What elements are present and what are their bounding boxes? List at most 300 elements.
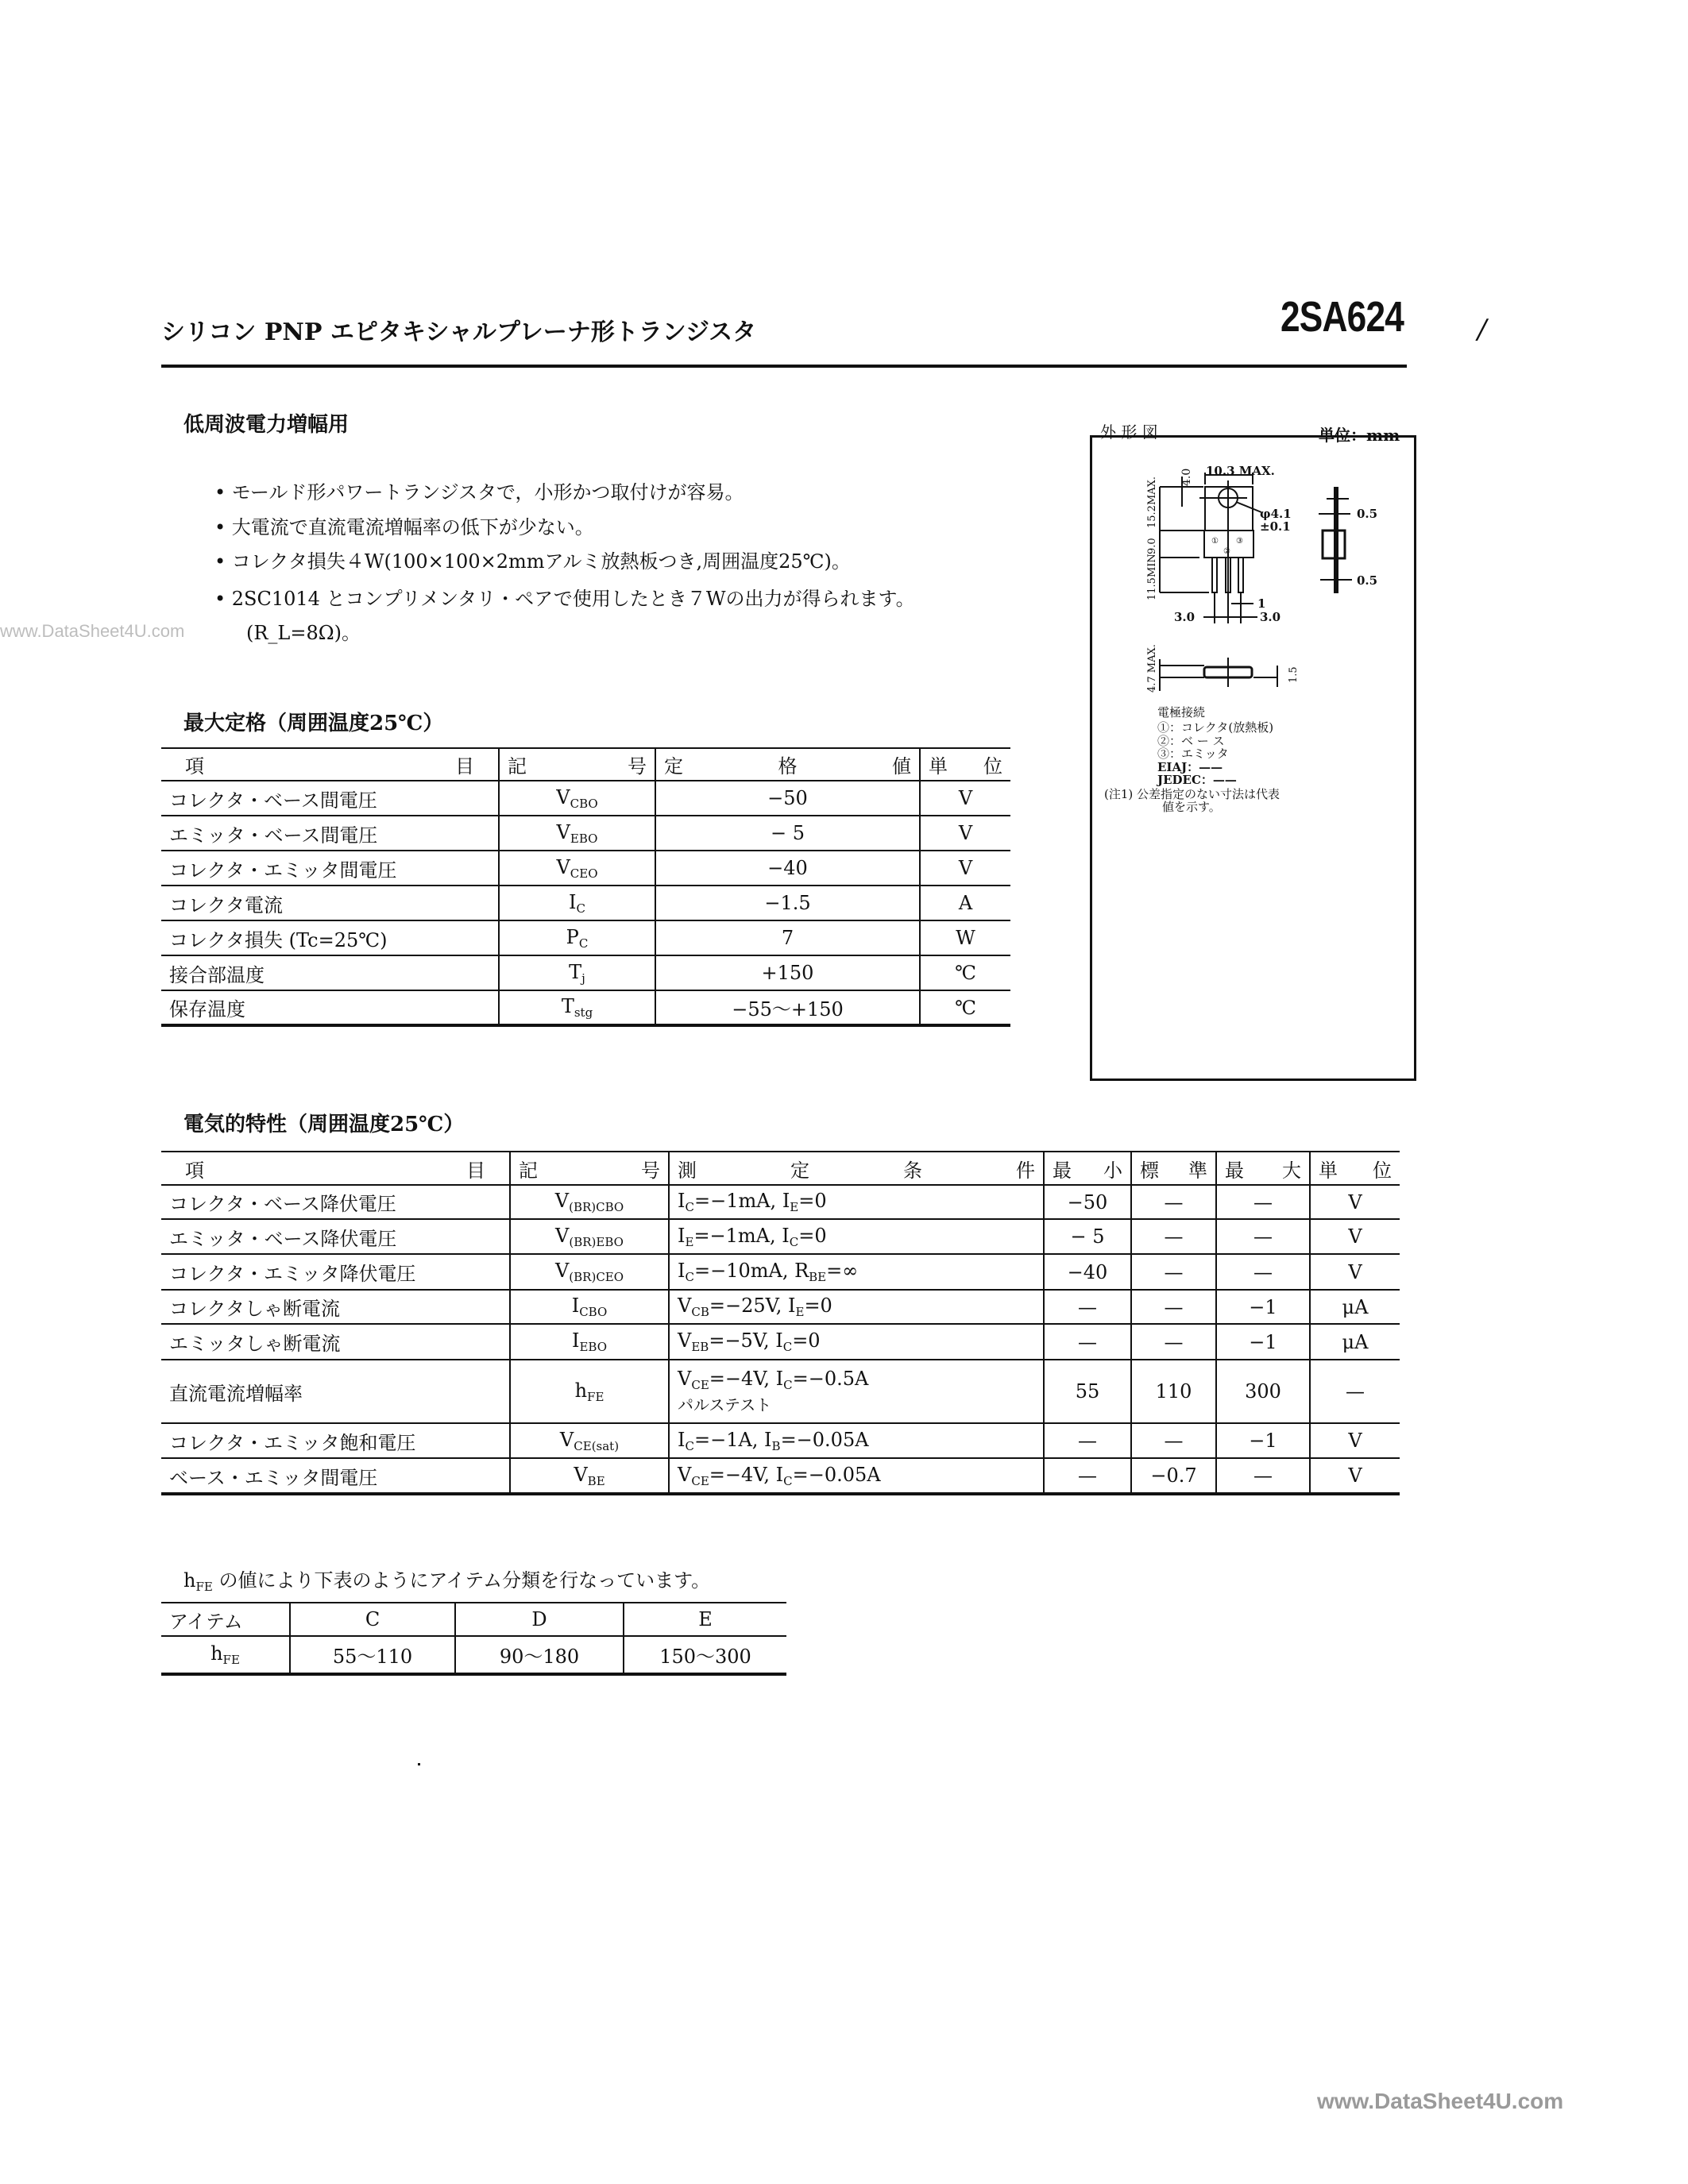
- header-char: 目: [455, 755, 474, 778]
- watermark-footer: www.DataSheet4U.com: [1317, 2089, 1564, 2113]
- unit-cell: W: [920, 920, 1010, 955]
- condition-symbol: R: [794, 1260, 809, 1282]
- condition-symbol: I: [678, 1428, 686, 1451]
- legend-line: ②：ベ ー ス: [1157, 734, 1225, 748]
- item-cell: コレクタ・エミッタ降伏電圧: [161, 1254, 510, 1290]
- header-label: [508, 751, 647, 778]
- header-label: [1319, 1155, 1392, 1183]
- condition-subscript: CE: [691, 1378, 709, 1392]
- symbol-cell: [499, 990, 655, 1025]
- condition-value: =−10mA,: [693, 1260, 795, 1282]
- unit-cell: ℃: [920, 990, 1010, 1025]
- header-label: [1225, 1155, 1301, 1183]
- table-row: [161, 886, 1010, 920]
- table-row: [161, 955, 1010, 990]
- document-title: シリコン PNP エピタキシャルプレーナ形トランジスタ: [161, 318, 757, 346]
- header-label: [678, 1155, 1035, 1183]
- condition-value: =−25V,: [709, 1295, 788, 1317]
- symbol-subscript: (BR)CEO: [569, 1270, 624, 1284]
- condition-text: [678, 1429, 1035, 1453]
- condition-symbol: V: [678, 1368, 692, 1390]
- table-row: [161, 851, 1010, 886]
- table-row: [161, 1219, 1400, 1254]
- condition-symbol: I: [782, 1224, 790, 1247]
- table-row: [161, 781, 1010, 816]
- condition-subscript: EB: [691, 1340, 709, 1354]
- header-cell: [499, 748, 655, 781]
- condition-subscript: C: [783, 1378, 793, 1392]
- header-cell: [1044, 1152, 1131, 1185]
- condition-note: パルステスト: [678, 1395, 772, 1414]
- header-rule: [161, 365, 1407, 368]
- typ-cell: 110: [1131, 1360, 1216, 1423]
- symbol-main: T: [569, 960, 582, 983]
- condition-subscript: C: [685, 1438, 694, 1453]
- symbol-subscript: BE: [587, 1473, 605, 1488]
- max-cell: —: [1216, 1185, 1310, 1219]
- header-char: 項: [185, 1159, 204, 1182]
- unit-cell: ℃: [920, 955, 1010, 990]
- symbol-cell: [510, 1254, 669, 1290]
- application-heading: 低周波電力増幅用: [183, 413, 350, 437]
- feature-item: (R_L=8Ω)。: [246, 622, 361, 644]
- legend-line: ①：コレクタ(放熱板): [1157, 720, 1274, 735]
- pin-3-label: ③: [1236, 537, 1243, 546]
- item-cell: エミッタ・ベース間電圧: [161, 816, 499, 851]
- header-char: 定: [790, 1159, 809, 1182]
- dim-pitch-left: 3.0: [1174, 610, 1196, 624]
- page-mark: /: [1477, 314, 1487, 345]
- condition-symbol: I: [782, 1190, 790, 1212]
- header-char: 最: [1225, 1159, 1244, 1182]
- symbol-cell: [499, 955, 655, 990]
- electrical-characteristics-table: [161, 1151, 1400, 1495]
- item-cell: コレクタ・エミッタ間電圧: [161, 851, 499, 886]
- hfe-note-text: の値により下表のようにアイテム分類を行なっています。: [218, 1569, 711, 1592]
- typ-cell: —: [1131, 1219, 1216, 1254]
- header-char: 号: [628, 755, 647, 778]
- symbol-main: V: [574, 1463, 588, 1486]
- dim-lead-t2: 0.5: [1357, 573, 1378, 588]
- table-row: [161, 1360, 1400, 1423]
- part-number: 2SA624: [1280, 293, 1404, 341]
- item-cell: エミッタしゃ断電流: [161, 1324, 510, 1360]
- symbol-subscript: (BR)CBO: [569, 1200, 624, 1214]
- condition-symbol: V: [678, 1463, 692, 1486]
- item-cell: エミッタ・ベース降伏電圧: [161, 1219, 510, 1254]
- symbol-cell: [510, 1458, 669, 1494]
- symbol: [555, 1190, 624, 1212]
- condition-value: =0: [798, 1190, 827, 1212]
- min-cell: − 5: [1044, 1219, 1131, 1254]
- symbol: [561, 995, 593, 1020]
- outline-note: 値を示す。: [1162, 800, 1221, 814]
- symbol-main: V: [554, 1190, 570, 1212]
- table-header-row: [161, 748, 1010, 781]
- symbol-main: h: [574, 1379, 588, 1402]
- dim-depth: 4.7 MAX.: [1146, 644, 1158, 693]
- min-cell: —: [1044, 1290, 1131, 1324]
- dim-lead-w: 1: [1257, 596, 1266, 611]
- dim-width: 10.3 MAX.: [1206, 464, 1275, 478]
- max-cell: —: [1216, 1254, 1310, 1290]
- symbol-main: I: [569, 890, 577, 913]
- symbol: [569, 890, 585, 916]
- symbol: [555, 1260, 624, 1282]
- symbol-subscript: C: [578, 936, 589, 951]
- symbol: [211, 1642, 240, 1665]
- condition-subscript: E: [795, 1305, 805, 1319]
- unit-cell: V: [1310, 1254, 1400, 1290]
- symbol: [556, 785, 598, 811]
- condition-symbol: I: [775, 1368, 784, 1390]
- condition-symbol: I: [788, 1295, 796, 1317]
- header-char: 大: [1282, 1159, 1301, 1182]
- header-label: [929, 751, 1002, 778]
- typ-cell: —: [1131, 1324, 1216, 1360]
- condition-subscript: C: [783, 1473, 793, 1488]
- symbol: [560, 1429, 619, 1451]
- header-cell: [1131, 1152, 1216, 1185]
- legend-line: 電極接続: [1157, 705, 1206, 720]
- value-cell: − 5: [655, 816, 920, 851]
- condition-cell: [669, 1458, 1044, 1494]
- symbol-main: I: [571, 1329, 580, 1352]
- header-char: 最: [1053, 1159, 1072, 1182]
- hfe-classification-table: [161, 1602, 786, 1676]
- header-label: [664, 751, 911, 778]
- header-char: 記: [508, 755, 527, 778]
- condition-cell: [669, 1290, 1044, 1324]
- symbol: [555, 1225, 624, 1247]
- symbol-cell: [510, 1219, 669, 1254]
- symbol-subscript: FE: [222, 1653, 240, 1667]
- outline-unit: 単位：mm: [1319, 426, 1400, 445]
- condition-subscript: E: [790, 1200, 799, 1214]
- symbol-cell: [499, 920, 655, 955]
- class-header-cell: アイテム: [161, 1603, 290, 1636]
- condition-cell: [669, 1185, 1044, 1219]
- symbol-cell: [510, 1324, 669, 1360]
- header-label: [169, 1155, 501, 1183]
- watermark-left: www.DataSheet4U.com: [0, 621, 185, 641]
- legend-line: ③：エミッタ: [1157, 747, 1229, 761]
- symbol-main: V: [556, 785, 570, 808]
- condition-text: [678, 1260, 1035, 1284]
- condition-subscript: B: [771, 1438, 781, 1453]
- header-cell: [920, 748, 1010, 781]
- condition-text: [678, 1464, 1035, 1488]
- symbol-main: T: [561, 995, 574, 1017]
- item-cell: ベース・エミッタ間電圧: [161, 1458, 510, 1494]
- symbol: [575, 1379, 605, 1402]
- header-char: 単: [929, 755, 948, 778]
- symbol-subscript: EBO: [579, 1340, 608, 1354]
- symbol-subscript: FE: [587, 1389, 605, 1404]
- item-cell: コレクタ・ベース降伏電圧: [161, 1185, 510, 1219]
- table-row: [161, 1324, 1400, 1360]
- symbol-cell: [499, 851, 655, 886]
- unit-cell: V: [1310, 1458, 1400, 1494]
- dim-hole-tol: ±0.1: [1260, 519, 1291, 534]
- header-label: [1140, 1155, 1207, 1183]
- symbol-main: h: [211, 1642, 223, 1665]
- table-row: [161, 1254, 1400, 1290]
- unit-cell: V: [1310, 1185, 1400, 1219]
- item-cell: 保存温度: [161, 990, 499, 1025]
- symbol: [556, 820, 598, 846]
- value-cell: −1.5: [655, 886, 920, 920]
- header-label: [1053, 1155, 1122, 1183]
- symbol: [556, 855, 598, 881]
- symbol: [574, 1464, 605, 1486]
- item-cell: コレクタ・エミッタ飽和電圧: [161, 1423, 510, 1458]
- header-char: 件: [1016, 1159, 1035, 1182]
- symbol: [566, 925, 589, 951]
- condition-symbol: I: [678, 1224, 686, 1247]
- condition-value: =−0.05A: [780, 1428, 869, 1451]
- header-char: 小: [1103, 1159, 1122, 1182]
- condition-value: =−1mA,: [693, 1224, 782, 1247]
- typ-cell: −0.7: [1131, 1458, 1216, 1494]
- header-cell: [655, 748, 920, 781]
- header-char: 号: [641, 1159, 660, 1182]
- max-ratings-heading: 最大定格（周囲温度25℃）: [183, 712, 444, 735]
- condition-symbol: V: [678, 1329, 692, 1352]
- condition-text: [678, 1295, 1035, 1319]
- legend-line: JEDEC：——: [1157, 773, 1237, 787]
- condition-symbol: I: [678, 1190, 686, 1212]
- condition-cell: [669, 1423, 1044, 1458]
- hfe-range-cell: 150〜300: [624, 1636, 786, 1674]
- condition-subscript: CE: [691, 1473, 709, 1488]
- symbol-main: P: [566, 925, 579, 948]
- value-cell: −50: [655, 781, 920, 816]
- min-cell: 55: [1044, 1360, 1131, 1423]
- symbol-subscript: CE(sat): [574, 1438, 620, 1453]
- condition-symbol: V: [678, 1295, 692, 1317]
- condition-symbol: I: [775, 1329, 783, 1352]
- class-header-cell: C: [290, 1603, 455, 1636]
- feature-item: • 大電流で直流電流増幅率の低下が少ない。: [214, 516, 594, 538]
- condition-text: [678, 1329, 1035, 1354]
- condition-subscript: C: [685, 1200, 694, 1214]
- stray-dot: [418, 1763, 420, 1765]
- class-header-cell: D: [455, 1603, 624, 1636]
- condition-text: [678, 1368, 1035, 1392]
- symbol-cell: [510, 1423, 669, 1458]
- header-cell: [161, 1152, 510, 1185]
- header-char: 目: [466, 1159, 485, 1182]
- min-cell: —: [1044, 1423, 1131, 1458]
- max-cell: —: [1216, 1458, 1310, 1494]
- condition-cell: [669, 1219, 1044, 1254]
- condition-value: =0: [792, 1329, 821, 1352]
- dim-lead: 11.5MIN.: [1146, 550, 1158, 600]
- pin-1-label: ①: [1211, 537, 1219, 546]
- max-cell: 300: [1216, 1360, 1310, 1423]
- symbol-subscript: CBO: [579, 1305, 608, 1319]
- symbol-subscript: stg: [574, 1005, 593, 1020]
- table-row: [161, 1458, 1400, 1494]
- table-header-row: [161, 1603, 786, 1636]
- max-cell: −1: [1216, 1290, 1310, 1324]
- symbol-main: V: [556, 855, 570, 878]
- header-cell: [1310, 1152, 1400, 1185]
- hfe-label-cell: [161, 1636, 290, 1674]
- symbol-main: V: [555, 1224, 570, 1247]
- header-label: [169, 751, 490, 778]
- table-row: [161, 1423, 1400, 1458]
- symbol-cell: [510, 1185, 669, 1219]
- symbol-subscript: (BR)EBO: [569, 1234, 624, 1249]
- condition-subscript: BE: [809, 1270, 827, 1284]
- dim-body: 9.0: [1146, 538, 1158, 554]
- typ-cell: —: [1131, 1254, 1216, 1290]
- symbol-cell: [510, 1360, 669, 1423]
- condition-cell: [669, 1360, 1044, 1423]
- unit-cell: V: [1310, 1219, 1400, 1254]
- header-char: 位: [1373, 1159, 1392, 1182]
- feature-item: • 2SC1014 とコンプリメンタリ・ペアで使用したとき７Wの出力が得られます。: [214, 588, 915, 610]
- class-header-cell: E: [624, 1603, 786, 1636]
- symbol: [572, 1329, 607, 1352]
- condition-symbol: I: [764, 1428, 772, 1451]
- item-cell: コレクタ損失 (Tc=25℃): [161, 920, 499, 955]
- table-row: [161, 1290, 1400, 1324]
- dim-height: 15.2MAX.: [1146, 476, 1158, 528]
- table-row: [161, 920, 1010, 955]
- unit-cell: V: [1310, 1423, 1400, 1458]
- unit-cell: V: [920, 781, 1010, 816]
- condition-value: =∞: [826, 1260, 859, 1282]
- header-cell: [669, 1152, 1044, 1185]
- unit-cell: μA: [1310, 1324, 1400, 1360]
- item-cell: コレクタ・ベース間電圧: [161, 781, 499, 816]
- legend-line: EIAJ：——: [1157, 760, 1223, 774]
- header-cell: [161, 748, 499, 781]
- condition-value: =−4V,: [709, 1463, 776, 1486]
- item-cell: 接合部温度: [161, 955, 499, 990]
- symbol-cell: [510, 1290, 669, 1324]
- min-cell: −50: [1044, 1185, 1131, 1219]
- condition-symbol: I: [775, 1463, 784, 1486]
- symbol: [572, 1295, 608, 1317]
- hfe-symbol: $h_{FE}$: [183, 1569, 213, 1594]
- condition-subscript: C: [685, 1270, 694, 1284]
- header-char: 定: [664, 755, 683, 778]
- header-char: 記: [519, 1159, 538, 1182]
- min-cell: —: [1044, 1324, 1131, 1360]
- header-char: 単: [1319, 1159, 1338, 1182]
- typ-cell: —: [1131, 1423, 1216, 1458]
- symbol-main: I: [571, 1295, 580, 1317]
- unit-cell: μA: [1310, 1290, 1400, 1324]
- value-cell: −55〜+150: [655, 990, 920, 1025]
- header-char: 値: [892, 755, 911, 778]
- hfe-class-note: [183, 1565, 710, 1594]
- typ-cell: —: [1131, 1290, 1216, 1324]
- condition-value: =−1mA,: [693, 1190, 782, 1212]
- symbol-cell: [499, 816, 655, 851]
- condition-value: =−0.5A: [792, 1368, 869, 1390]
- dim-lead-t1: 0.5: [1357, 507, 1378, 521]
- lead-3: [1238, 558, 1243, 592]
- package-outline-drawing: [1072, 413, 1430, 1088]
- header-label: [519, 1155, 660, 1183]
- condition-subscript: C: [789, 1234, 799, 1249]
- max-ratings-table: [161, 747, 1010, 1027]
- hfe-range-cell: 55〜110: [290, 1636, 455, 1674]
- max-cell: −1: [1216, 1423, 1310, 1458]
- unit-cell: A: [920, 886, 1010, 920]
- header-char: 格: [778, 755, 798, 778]
- condition-cell: [669, 1324, 1044, 1360]
- header-char: 測: [678, 1159, 697, 1182]
- symbol-subscript: EBO: [570, 831, 598, 846]
- header-cell: [1216, 1152, 1310, 1185]
- condition-value: =−5V,: [709, 1329, 776, 1352]
- unit-cell: —: [1310, 1360, 1400, 1423]
- min-cell: −40: [1044, 1254, 1131, 1290]
- condition-value: =0: [804, 1295, 832, 1317]
- header-char: 準: [1188, 1159, 1207, 1182]
- table-row: [161, 990, 1010, 1025]
- table-row: [161, 1636, 786, 1674]
- header-char: 条: [903, 1159, 922, 1182]
- outline-note: (注1) 公差指定のない寸法は代表: [1104, 787, 1280, 801]
- condition-value: =−0.05A: [792, 1463, 881, 1486]
- condition-cell: [669, 1254, 1044, 1290]
- condition-value: =−4V,: [709, 1368, 776, 1390]
- dim-tab-t: 1.5: [1288, 666, 1300, 683]
- header-char: 位: [983, 755, 1002, 778]
- max-cell: −1: [1216, 1324, 1310, 1360]
- dim-hole: φ4.1: [1260, 507, 1292, 521]
- min-cell: —: [1044, 1458, 1131, 1494]
- table-row: [161, 1185, 1400, 1219]
- header-char: 項: [185, 755, 204, 778]
- symbol-subscript: C: [576, 901, 585, 916]
- condition-subscript: CB: [691, 1305, 709, 1319]
- item-cell: コレクタ電流: [161, 886, 499, 920]
- lead-1: [1212, 558, 1217, 592]
- symbol-main: V: [554, 1260, 570, 1282]
- condition-value: =−1A,: [693, 1428, 765, 1451]
- symbol-subscript: CBO: [570, 796, 598, 811]
- value-cell: 7: [655, 920, 920, 955]
- typ-cell: —: [1131, 1185, 1216, 1219]
- dim-pitch-right: 3.0: [1260, 610, 1281, 624]
- item-cell: コレクタしゃ断電流: [161, 1290, 510, 1324]
- value-cell: +150: [655, 955, 920, 990]
- condition-text: [678, 1225, 1035, 1249]
- value-cell: −40: [655, 851, 920, 886]
- hfe-range-cell: 90〜180: [455, 1636, 624, 1674]
- header-cell: [510, 1152, 669, 1185]
- condition-symbol: I: [678, 1260, 686, 1282]
- item-cell: 直流電流増幅率: [161, 1360, 510, 1423]
- max-cell: —: [1216, 1219, 1310, 1254]
- condition-subscript: E: [685, 1234, 694, 1249]
- table-header-row: [161, 1152, 1400, 1185]
- symbol-cell: [499, 781, 655, 816]
- symbol-subscript: CEO: [570, 866, 598, 881]
- header-char: 標: [1140, 1159, 1159, 1182]
- table-row: [161, 816, 1010, 851]
- feature-item: • モールド形パワートランジスタで，小形かつ取付けが容易。: [214, 481, 744, 504]
- symbol-subscript: j: [581, 970, 585, 986]
